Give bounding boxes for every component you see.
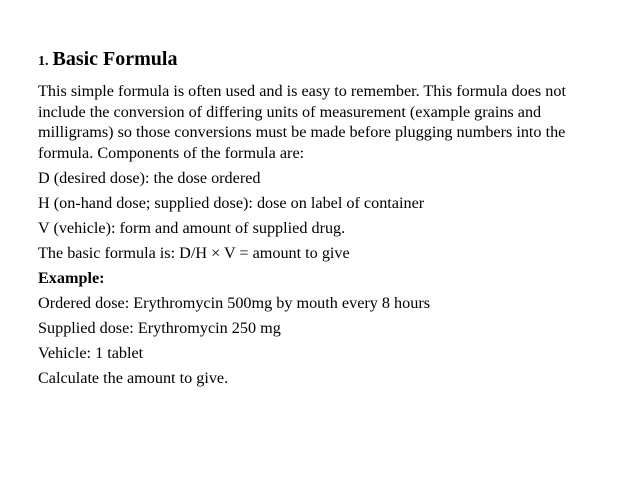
ordered-dose-line: Ordered dose: Erythromycin 500mg by mouth every 8 hours bbox=[38, 294, 431, 312]
heading-number: 1. bbox=[38, 54, 49, 69]
vehicle-line: Vehicle: 1 tablet bbox=[38, 344, 144, 362]
intro-paragraph: This simple formula is often used and is easy to remember. This formula does not include the conversion of differing units of measurement (example grains and milligrams) so those conversions must be made before plugging numbers into the formula. Components of the formula are: bbox=[38, 82, 566, 162]
d-definition-line: D (desired dose): the dose ordered bbox=[38, 169, 261, 187]
v-definition-line: V (vehicle): form and amount of supplied drug. bbox=[38, 219, 346, 237]
h-definition-line: H (on-hand dose; supplied dose): dose on label of container bbox=[38, 194, 425, 212]
heading-title: Basic Formula bbox=[52, 48, 178, 70]
slide-content bbox=[38, 46, 608, 388]
formula-line: The basic formula is: D/H × V = amount to give bbox=[38, 244, 350, 262]
section-heading bbox=[38, 46, 608, 75]
instruction-line: Calculate the amount to give. bbox=[38, 369, 229, 387]
example-label: Example: bbox=[38, 269, 105, 287]
supplied-dose-line: Supplied dose: Erythromycin 250 mg bbox=[38, 319, 281, 337]
